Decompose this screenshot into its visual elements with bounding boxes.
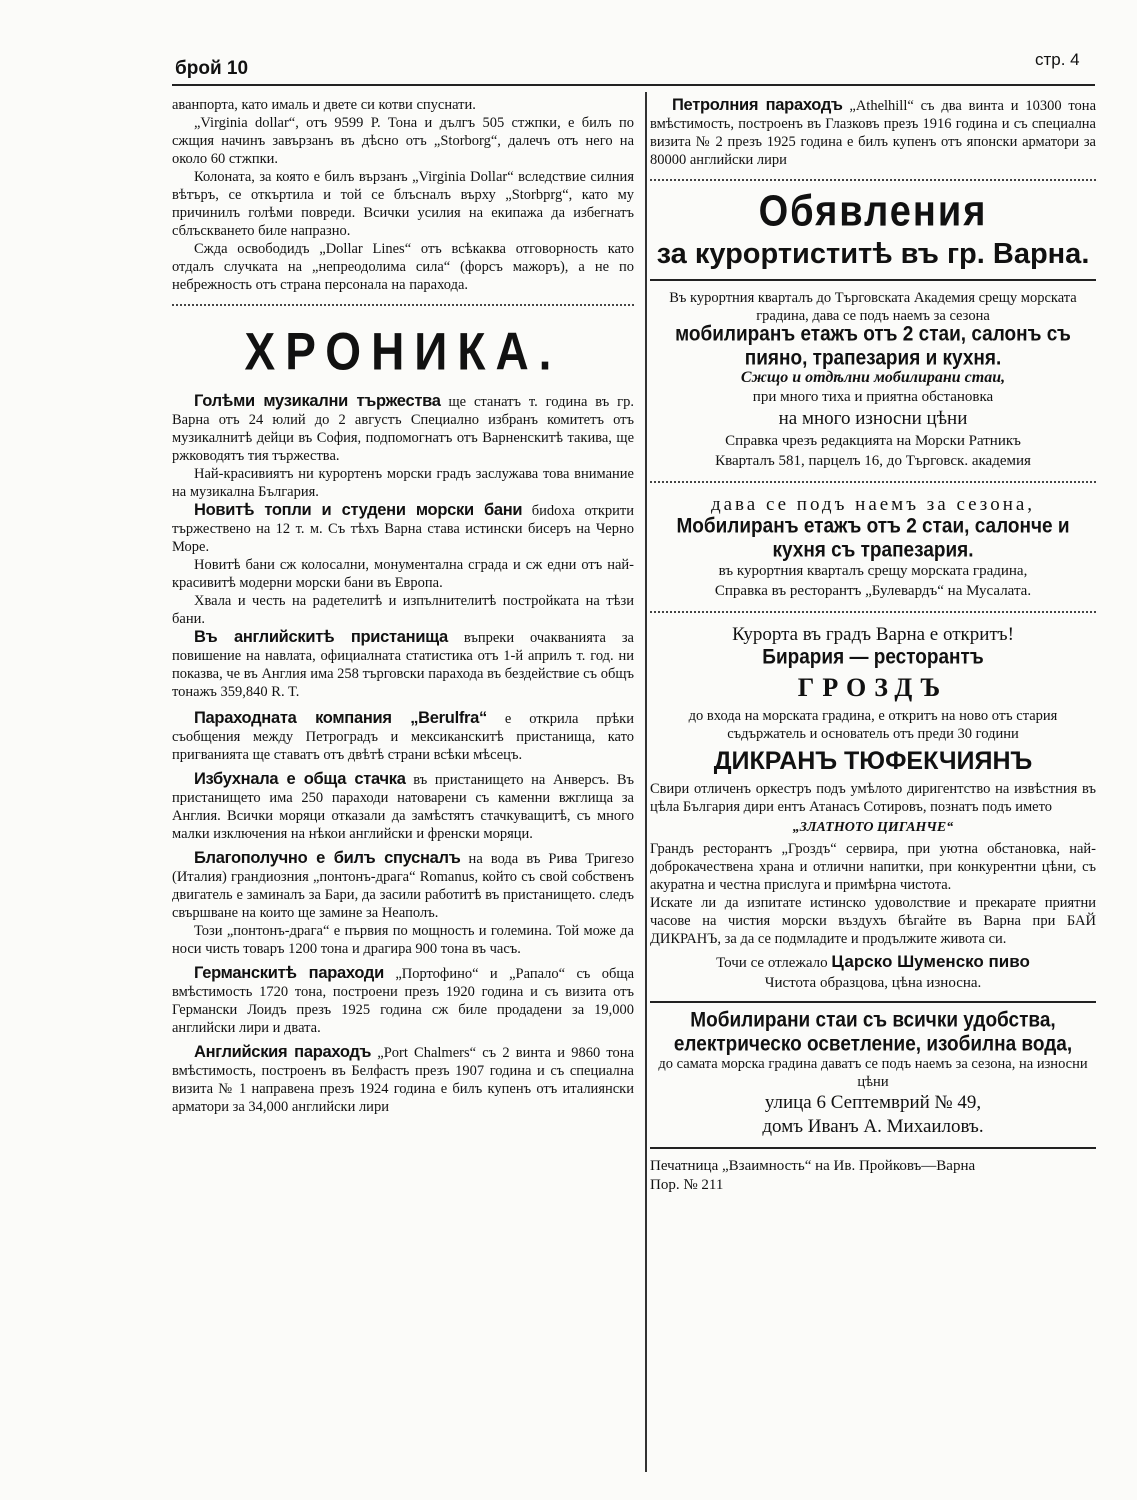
news-item xyxy=(172,501,634,556)
left-column xyxy=(172,96,634,1116)
ad-line: Чистота образцова, цѣна износна. xyxy=(764,975,982,991)
news-lead: Въ английскитѣ пристанища xyxy=(194,628,448,646)
ad-heading: дава се подъ наемъ за сезона, xyxy=(710,494,1036,515)
news-text: въпреки очакванията за повишение на навлата, официалната статистика отъ 1-й априлъ т. год. ни показва, че въ Англия има 258 търговски парахода въ бездействие съ общъ тонажъ 359,840 R. T. xyxy=(172,630,634,700)
news-paragraph: Хвала и честь на радетелитѣ и изпълнителитѣ постройката на тѣзи бани. xyxy=(172,593,634,627)
news-paragraph: Този „понтонъ-драга“ е първия по мощность и големина. Той може да носи чисть товаръ 1200 тона и драгира 900 тона въ часъ. xyxy=(172,923,634,957)
ad-2 xyxy=(650,493,1096,601)
news-lead: Избухнала е обща стачка xyxy=(194,770,406,788)
news-text: е открила прѣки съобщения между Петроградъ и мексиканскитѣ пристанища, като пригванията ще ставатъ отъ двѣтѣ страни всѣки мѣсецъ. xyxy=(172,711,634,763)
ad-address: улица 6 Септемврий № 49, xyxy=(764,1092,982,1113)
ad-headline: мобилиранъ етажъ отъ 2 стаи, салонъ съ пияно, трапезария и кухня. xyxy=(675,322,1071,371)
section-divider xyxy=(172,304,634,306)
right-column xyxy=(650,96,1096,1195)
news-paragraph: Най-красивиятъ ни курортенъ морски градъ заслужава това внимание на музикална България. xyxy=(172,466,634,500)
ad-divider xyxy=(650,481,1096,483)
ad-headline: Мобилирани стаи съ всички удобства, електрическо осветление, изобилна вода, xyxy=(673,1008,1073,1057)
ad-line: Справка чрезъ редакцията на Морски Ратникъ xyxy=(725,433,1021,449)
news-item xyxy=(172,770,634,843)
news-lead: Благополучно е билъ спусналъ xyxy=(194,849,461,867)
ad-line: при много тиха и приятна обстановка xyxy=(752,389,994,405)
news-text: „Athelhill“ съ два винта и 10300 тона вмѣстимость, построенъ въ Глазковъ презъ 1916 година и съ специална визита № 2 презъ 1925 година е билъ купенъ отъ японски арматори за 80000 английски лири xyxy=(650,98,1097,168)
column-divider xyxy=(645,92,647,1472)
news-lead: Новитѣ топли и студени морски бани xyxy=(194,501,523,519)
restaurant-name: ГРОЗДЪ xyxy=(797,673,949,702)
beer-text: Точи се отлежало xyxy=(716,955,832,971)
news-item xyxy=(172,849,634,922)
order-number: Пор. № 211 xyxy=(650,1177,724,1193)
ad-line: на много износни цѣни xyxy=(778,408,968,429)
ads-heading: Обявления xyxy=(758,187,988,237)
issue-number: брой 10 xyxy=(175,58,249,79)
printer-imprint: Печатница „Взаимность“ на Ив. Пройковъ—Варна xyxy=(650,1158,976,1174)
ad-text: до самата морска градина даватъ се подъ наемъ за сезона, на износни цѣни xyxy=(658,1056,1088,1090)
ad-note: Сжщо и отдѣлни мобилирани стаи, xyxy=(740,369,1006,386)
beer-line xyxy=(650,952,1096,973)
ad-headline: Бирария — ресторантъ xyxy=(762,645,984,669)
news-text: на вода въ Рива Тригезо (Италия) грандиозния „понтонъ-драга“ Romanus, който съ свой собственъ двигатель е заминалъ за Бари, да засили работитѣ въ пристанището. следъ свършване на които ще замине за Неаполъ. xyxy=(172,851,634,921)
footer-rule xyxy=(650,1147,1096,1149)
orchestra-name: „ЗЛАТНОТО ЦИГАНЧЕ“ xyxy=(792,820,954,835)
section-divider xyxy=(650,179,1096,181)
ad-text: до входа на морската градина, е откритъ на ново отъ стария съдържатель и основатель отъ преди 30 години xyxy=(688,708,1058,742)
news-lead: Параходната компания „Berulfra“ xyxy=(194,709,487,727)
ad-line: Справка въ ресторантъ „Булевардъ“ на Мусалата. xyxy=(714,583,1032,599)
article-continued-3: Колоната, за която е билъ вързанъ „Virginia Dollar“ вследствие силния вѣтъръ, се откъртила и той се блъсналъ върху „Storbprg“, като му причинилъ голѣми повреди. Всички усилия на екипажа да избегнатъ сблъскването биле напразно. xyxy=(172,169,634,239)
ad-line: въ курортния кварталъ срещу морската градина, xyxy=(718,563,1028,579)
owner-name: ДИКРАНЪ ТЮФЕКЧИЯНЪ xyxy=(713,747,1033,775)
news-lead: Петролния параходъ xyxy=(672,96,843,114)
ad-4 xyxy=(650,1008,1096,1139)
article-continued-1: аванпорта, като ималь и двете си котви спуснати. xyxy=(172,97,476,113)
ad-text: Искате ли да изпитате истинско удоволствие и прекарате приятни часове на чистия морски въздухъ бѣгайте въ Варна при БАЙ ДИКРАНЪ, за да се подмладите и продължите живота си. xyxy=(650,895,1096,947)
ad-heading: Курорта въ градъ Варна е откритъ! xyxy=(732,624,1014,645)
news-paragraph: Новитѣ бани сж колосални, монументална сграда и сж едни отъ най-красивитѣ модерни морски бани въ Европа. xyxy=(172,557,634,591)
news-text: „Port Chalmers“ съ 2 винта и 9860 тона вмѣстимость, построенъ въ Белфастъ презъ 1907 година и съ специална визита № 1 направена презъ 1924 година е билъ купенъ отъ италиянски арматори за 34,000 английски лири xyxy=(172,1045,635,1115)
ad-1 xyxy=(650,289,1096,471)
article-continued-2: „Virginia dollar“, отъ 9599 Р. Тона и дългъ 505 стжпки, е билъ по сжщия начинъ завързанъ въ дѣсно отъ „Storborg“, далечъ отъ него на около 60 стжпки. xyxy=(172,115,634,167)
ad-3 xyxy=(650,623,1096,993)
ad-divider xyxy=(650,279,1096,281)
news-item xyxy=(172,628,634,701)
news-text: ще станатъ т. година въ гр. Варна отъ 24 юлий до 2 августъ Специално избранъ комитетъ отъ музикалнитѣ дейци въ София, подпомогнатъ отъ Варненскитѣ такива, ще ржководятъ тия тържества. xyxy=(172,394,634,464)
chronicle-heading: ХРОНИКА. xyxy=(244,321,562,381)
news-lead: Английския параходъ xyxy=(194,1043,372,1061)
ads-subheading: за курортиститѣ въ гр. Варна. xyxy=(656,238,1090,270)
ad-text: Въ курортния кварталъ до Търговската Академия срещу морската градина, дава се подъ наемъ за сезона xyxy=(669,290,1077,324)
ad-text: Свири отличенъ оркестръ подъ умѣлото диригентство на извѣстния въ цѣла България дири ентъ Атанасъ Сотировъ, познатъ подъ името xyxy=(650,781,1096,815)
ad-headline: Мобилиранъ етажъ отъ 2 стаи, салонче и кухня съ трапезария. xyxy=(676,514,1070,563)
ad-divider xyxy=(650,1001,1096,1003)
news-text: въ пристанището на Анверсъ. Въ пристанището има 250 параходи натоварени съ каменни вжглища за Англия. Всички моряци отказали да замѣстятъ стачкуващитѣ, съ много малки изключения на нѣкои английски и френски моряци. xyxy=(172,772,634,842)
page-number: стр. 4 xyxy=(1035,50,1080,69)
news-text: „Портофино“ и „Рапало“ съ обща вмѣстимость 1720 тона, построени презъ 1920 година и съ визита отъ Германски Лоидъ презъ 1925 година сж биле продадени за 19,000 английски лири и двата. xyxy=(172,966,635,1036)
ad-text: Грандъ ресторантъ „Гроздъ“ сервира, при уютна обстановка, най-доброкачествена храна и отлични напитки, при конкурентни цѣни, съ акуратна и честна прислуга и примѣрна чистота. xyxy=(650,841,1096,893)
news-lead: Голѣми музикални тържества xyxy=(194,392,441,410)
news-lead: Германскитѣ параходи xyxy=(194,964,384,982)
news-item xyxy=(172,709,634,764)
news-text: биdoха открити тържествено на 12 т. м. Съ тѣхъ Варна става истински бисеръ на Черно Море. xyxy=(172,503,634,555)
news-item xyxy=(172,964,634,1037)
news-item xyxy=(650,96,1096,169)
beer-brand: Царско Шуменско пиво xyxy=(831,952,1030,971)
news-item xyxy=(172,1043,634,1116)
ad-address: домъ Иванъ А. Михаиловъ. xyxy=(762,1116,984,1137)
ad-line: Кварталъ 581, парцелъ 16, до Търговск. академия xyxy=(715,453,1031,469)
header-rule xyxy=(172,84,1095,86)
news-item xyxy=(172,392,634,465)
ad-divider xyxy=(650,611,1096,613)
article-continued-4: Сжда освободидъ „Dollar Lines“ отъ всѣкаква отговорность като отдалъ случката на „непреодолима сила“ (форсъ мажоръ), а не по небрежность отъ страна персонала на парахода. xyxy=(172,241,634,293)
